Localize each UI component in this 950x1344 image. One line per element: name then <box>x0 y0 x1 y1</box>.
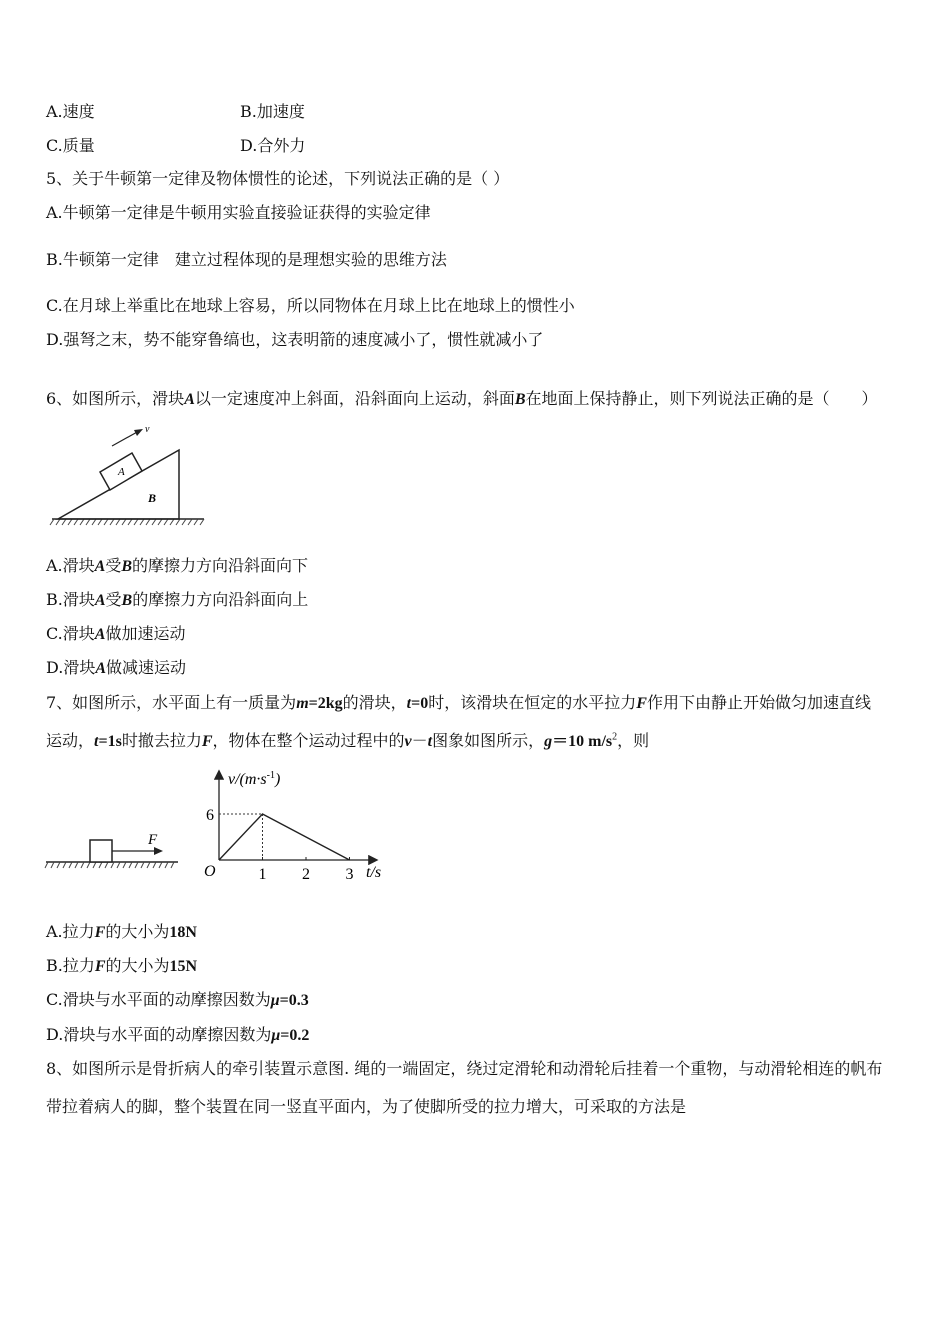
q7-option-b: B.拉力F的大小为15N <box>46 956 198 975</box>
q7-option-a: A.拉力F的大小为18N <box>46 922 197 941</box>
x-axis-label: t/s <box>366 864 382 881</box>
block-a-label: A <box>118 466 125 478</box>
x-tick-label: 3 <box>345 866 354 883</box>
q6-option-c: C.滑块A做加速运动 <box>46 624 186 643</box>
q5-option-a: A.牛顿第一定律是牛顿用实验直接验证获得的实验定律 <box>46 203 431 222</box>
q4-option-a: A.速度 <box>46 102 95 121</box>
q7-stem-line1: 7、如图所示，水平面上有一质量为m=2kg的滑块，t=0时，该滑块在恒定的水平拉力F作用下由静止开始做匀加速直线 <box>46 693 871 712</box>
vt-graph <box>196 762 396 888</box>
velocity-label: v <box>145 424 150 435</box>
q7-option-c: C.滑块与水平面的动摩擦因数为μ=0.3 <box>46 990 309 1009</box>
q5-stem: 5、关于牛顿第一定律及物体惯性的论述，下列说法正确的是（ ） <box>46 169 510 188</box>
q8-stem-line1: 8、如图所示是骨折病人的牵引装置示意图. 绳的一端固定，绕过定滑轮和动滑轮后挂着一个重物，与动滑轮相连的帆布 <box>46 1059 883 1078</box>
sliding-block <box>90 840 112 862</box>
force-label: F <box>148 832 158 848</box>
q4-option-d: D.合外力 <box>240 136 306 155</box>
incline-figure <box>44 418 214 530</box>
q6-option-a: A.滑块A受B的摩擦力方向沿斜面向下 <box>46 556 309 575</box>
y-tick-label: 6 <box>206 806 214 824</box>
x-tick-label: 1 <box>258 866 267 883</box>
q4-option-b: B.加速度 <box>240 102 305 121</box>
incline-b-label: B <box>148 491 157 505</box>
vt-series-line <box>219 814 350 860</box>
origin-label: O <box>204 863 216 880</box>
q6-option-d: D.滑块A做减速运动 <box>46 658 187 677</box>
x-tick-label: 2 <box>302 866 310 883</box>
y-axis-label: $v/(m\cdot s^{-1})$ <box>228 770 281 788</box>
q6-option-b: B.滑块A受B的摩擦力方向沿斜面向上 <box>46 590 309 609</box>
q4-option-c: C.质量 <box>46 136 95 155</box>
q6-stem: 6、如图所示，滑块A以一定速度冲上斜面，沿斜面向上运动，斜面B在地面上保持静止，则下列说法正确的是（ ） <box>46 389 878 408</box>
block-force-figure <box>44 820 184 872</box>
q8-stem-line2: 带拉着病人的脚，整个装置在同一竖直平面内，为了使脚所受的拉力增大，可采取的方法是 <box>46 1097 687 1116</box>
q7-option-d: D.滑块与水平面的动摩擦因数为μ=0.2 <box>46 1025 310 1044</box>
q5-option-d: D.强弩之末，势不能穿鲁缟也，这表明箭的速度减小了，惯性就减小了 <box>46 330 544 349</box>
q7-stem-line2: 运动，t=1s时撤去拉力F，物体在整个运动过程中的v－t图象如图所示，g＝10 $m/s^2$，则 <box>46 731 650 750</box>
q5-option-b: B.牛顿第一定律 建立过程体现的是理想实验的思维方法 <box>46 250 447 269</box>
q5-option-c: C.在月球上举重比在地球上容易，所以同物体在月球上比在地球上的惯性小 <box>46 296 575 315</box>
